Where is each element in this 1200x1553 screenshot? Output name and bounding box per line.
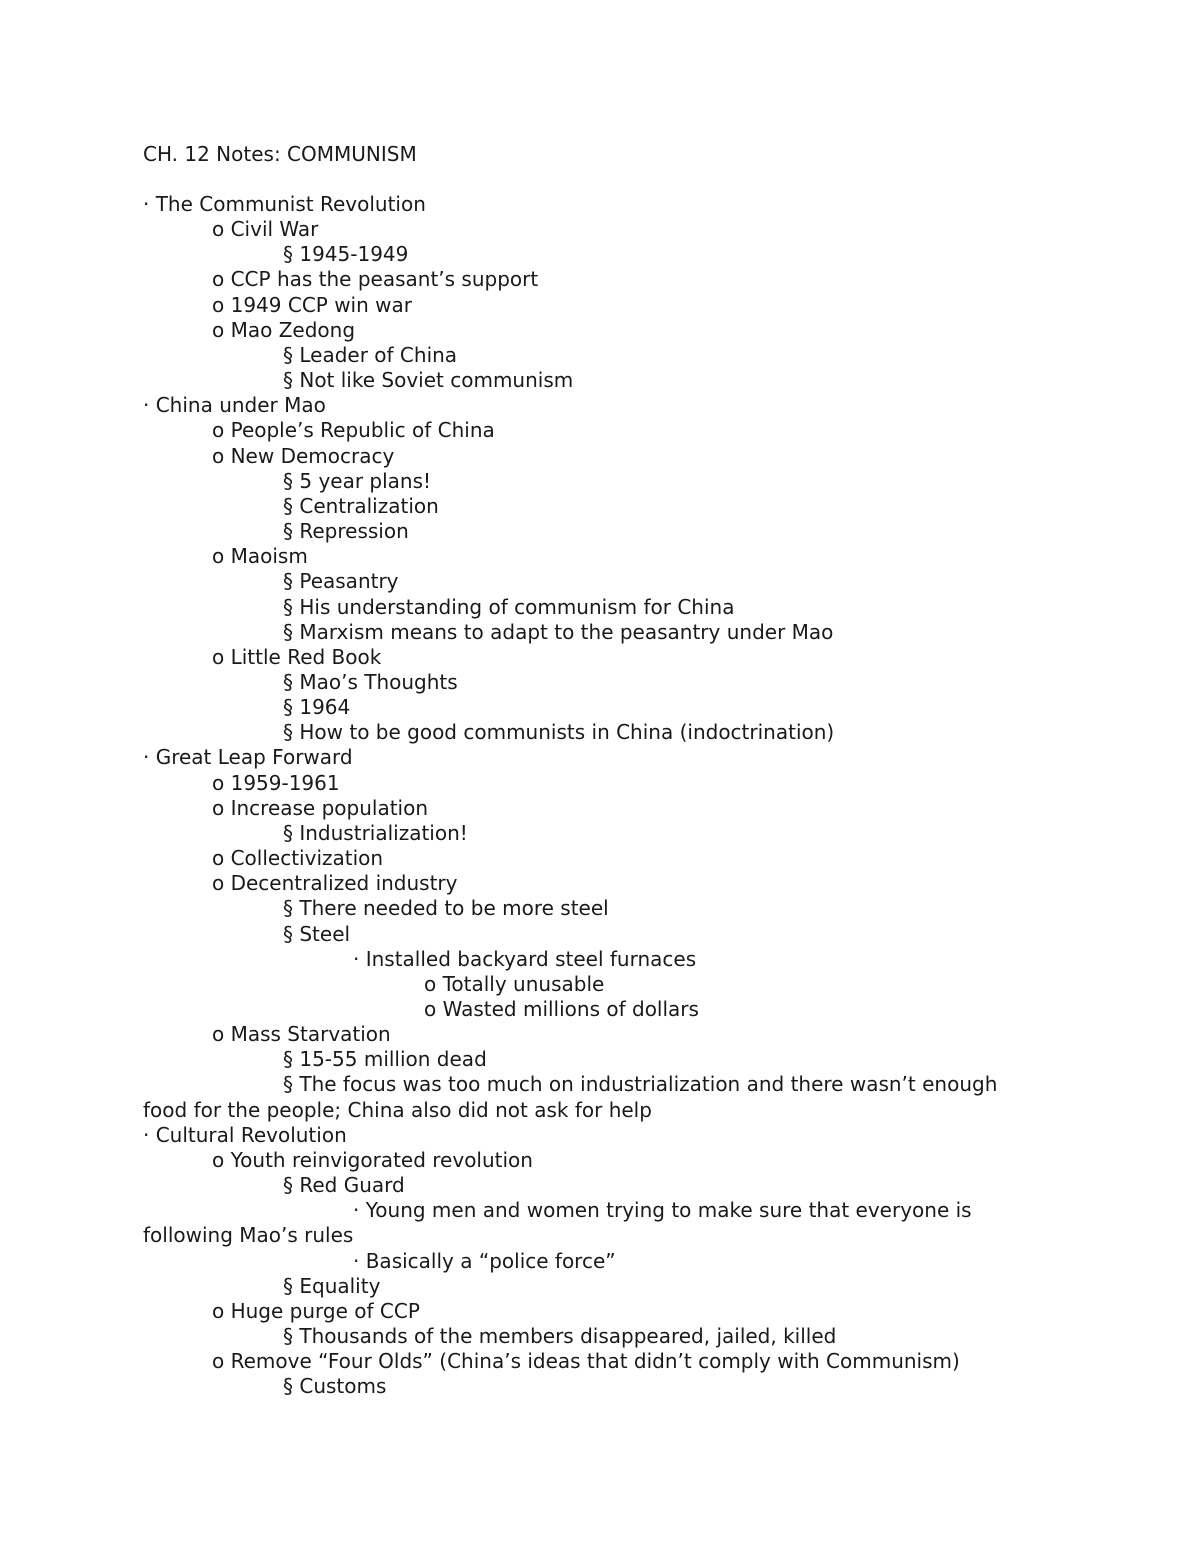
outline-line: o 1959-1961 bbox=[212, 770, 340, 795]
outline-line: · Basically a “police force” bbox=[353, 1248, 616, 1273]
outline-line: § His understanding of communism for China bbox=[283, 594, 735, 619]
outline-line: o Little Red Book bbox=[212, 644, 382, 669]
outline-line: o 1949 CCP win war bbox=[212, 292, 412, 317]
outline-line: o Huge purge of CCP bbox=[212, 1298, 420, 1323]
outline-line: § Red Guard bbox=[283, 1173, 405, 1198]
outline-line: o Civil War bbox=[212, 217, 319, 242]
outline-line: § The focus was too much on industrialization and there wasn’t enough bbox=[283, 1072, 998, 1097]
outline-line: o Wasted millions of dollars bbox=[424, 997, 699, 1021]
outline-line: § There needed to be more steel bbox=[283, 896, 609, 921]
outline-line: § Marxism means to adapt to the peasantry under Mao bbox=[283, 619, 834, 644]
outline-line: § Industrialization! bbox=[283, 820, 468, 845]
outline-line: § Thousands of the members disappeared, jailed, killed bbox=[283, 1324, 837, 1349]
outline-line: § 1945-1949 bbox=[283, 242, 409, 267]
outline-line: § Steel bbox=[283, 921, 351, 946]
outline-line: § Equality bbox=[283, 1273, 381, 1298]
outline-line: · Young men and women trying to make sure that everyone is bbox=[353, 1198, 972, 1223]
outline-line: o CCP has the peasant’s support bbox=[212, 267, 539, 292]
outline-line: · China under Mao bbox=[143, 393, 326, 418]
outline-line: o Collectivization bbox=[212, 846, 384, 871]
outline-line: · The Communist Revolution bbox=[143, 192, 426, 216]
outline-line: o Increase population bbox=[212, 795, 429, 820]
outline-line: § Mao’s Thoughts bbox=[283, 669, 458, 694]
outline-line: § Customs bbox=[283, 1374, 387, 1399]
outline-line: § Not like Soviet communism bbox=[283, 368, 574, 393]
outline-line: · Great Leap Forward bbox=[143, 745, 353, 770]
document-title: CH. 12 Notes: COMMUNISM bbox=[143, 142, 417, 166]
outline-line: § How to be good communists in China (indoctrination) bbox=[283, 720, 835, 745]
outline-line: o Remove “Four Olds” (China’s ideas that didn’t comply with Communism) bbox=[212, 1349, 960, 1374]
outline-line: o Decentralized industry bbox=[212, 871, 458, 896]
outline-line: § 5 year plans! bbox=[283, 468, 432, 493]
outline-line: o Maoism bbox=[212, 544, 308, 569]
outline-line: § Centralization bbox=[283, 493, 439, 518]
outline-line: § 15-55 million dead bbox=[283, 1047, 487, 1072]
outline-line: o New Democracy bbox=[212, 443, 395, 468]
outline-line: o Mass Starvation bbox=[212, 1022, 391, 1047]
outline-line: § Repression bbox=[283, 519, 409, 544]
outline-line: § Peasantry bbox=[283, 569, 399, 594]
outline-line: o Totally unusable bbox=[424, 971, 605, 996]
outline-line: § 1964 bbox=[283, 695, 351, 720]
outline-line: · Cultural Revolution bbox=[143, 1122, 347, 1147]
outline-line: § Leader of China bbox=[283, 342, 458, 367]
outline-line: food for the people; China also did not ask for help bbox=[143, 1097, 652, 1122]
outline-line: · Installed backyard steel furnaces bbox=[353, 946, 697, 971]
outline-line: following Mao’s rules bbox=[143, 1223, 354, 1248]
notes-outline bbox=[143, 192, 1083, 1400]
outline-line: o Mao Zedong bbox=[212, 317, 356, 342]
outline-line: o People’s Republic of China bbox=[212, 418, 495, 443]
outline-line: o Youth reinvigorated revolution bbox=[212, 1147, 533, 1172]
